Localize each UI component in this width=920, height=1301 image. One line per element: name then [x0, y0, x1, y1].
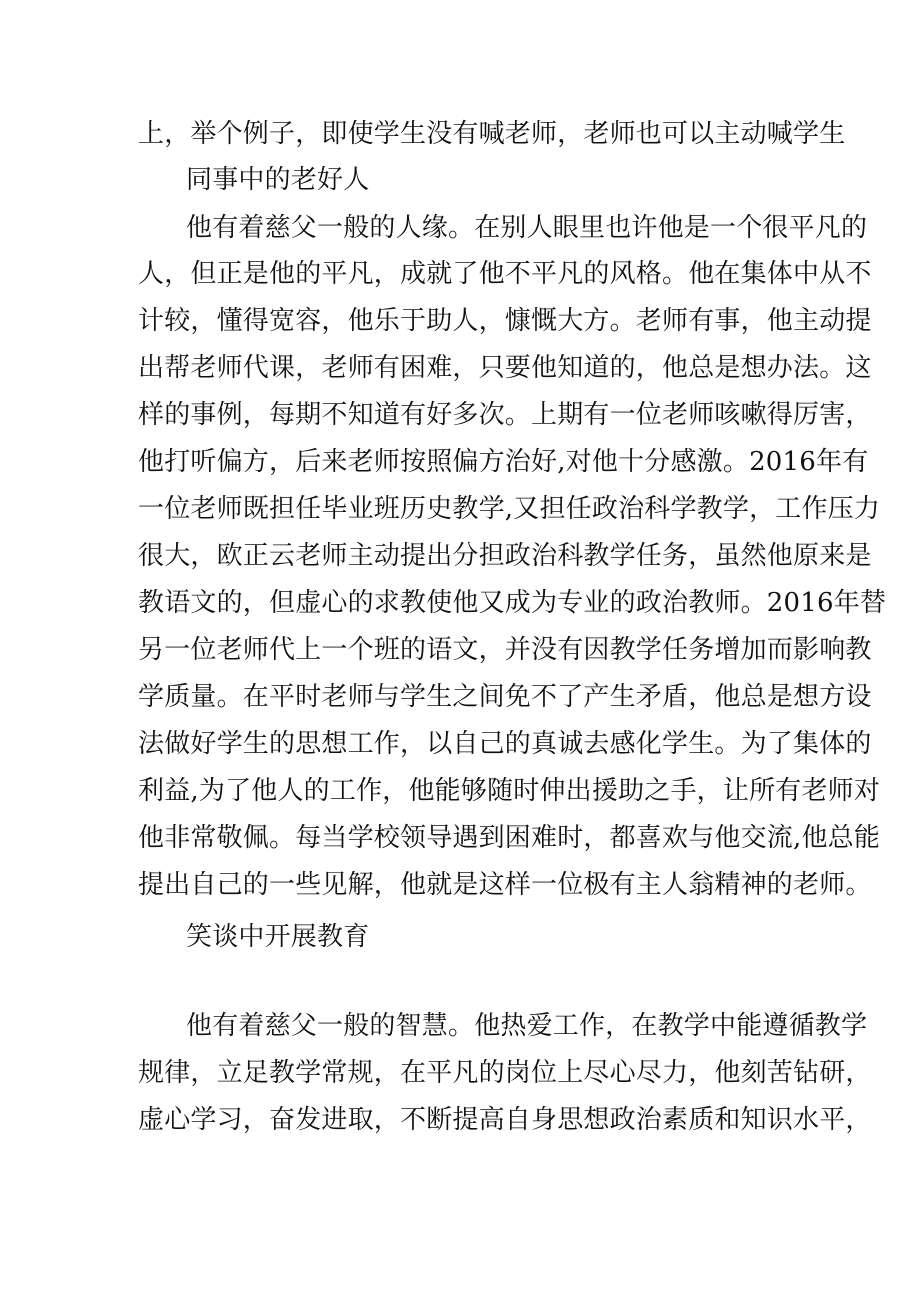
paragraph-line: 教语文的，但虚心的求教使他又成为专业的政治教师。2016年替 [138, 588, 887, 618]
paragraph-line: 他有着慈父一般的智慧。他热爱工作，在教学中能遵循教学 [186, 1011, 868, 1041]
paragraph-continuation-line: 上，举个例子，即使学生没有喊老师，老师也可以主动喊学生 [138, 119, 846, 149]
paragraph-line: 他非常敬佩。每当学校领导遇到困难时，都喜欢与他交流,他总能 [138, 823, 881, 853]
paragraph-line: 提出自己的一些见解，他就是这样一位极有主人翁精神的老师。 [138, 870, 872, 900]
paragraph-line: 样的事例，每期不知道有好多次。上期有一位老师咳嗽得厉害， [138, 400, 872, 430]
paragraph-line: 一位老师既担任毕业班历史教学,又担任政治科学教学，工作压力 [138, 494, 881, 524]
paragraph-line: 规律，立足教学常规，在平凡的岗位上尽心尽力，他刻苦钻研， [138, 1058, 872, 1088]
paragraph-line: 虚心学习，奋发进取，不断提高自身思想政治素质和知识水平， [138, 1105, 872, 1135]
paragraph-line: 他有着慈父一般的人缘。在别人眼里也许他是一个很平凡的 [186, 213, 868, 243]
paragraph-line: 出帮老师代课，老师有困难，只要他知道的，他总是想办法。这 [138, 353, 872, 383]
section-heading-colleague: 同事中的老好人 [186, 165, 370, 195]
section-heading-education: 笑谈中开展教育 [186, 922, 370, 952]
paragraph-line: 计较，懂得宽容，他乐于助人，慷慨大方。老师有事，他主动提 [138, 306, 872, 336]
paragraph-line: 利益,为了他人的工作，他能够随时伸出援助之手，让所有老师对 [138, 776, 881, 806]
paragraph-line: 他打听偏方，后来老师按照偏方治好,对他十分感激。2016年有 [138, 447, 869, 477]
paragraph-line: 很大，欧正云老师主动提出分担政治科教学任务，虽然他原来是 [138, 541, 872, 571]
paragraph-line: 学质量。在平时老师与学生之间免不了产生矛盾，他总是想方设 [138, 682, 872, 712]
paragraph-line: 法做好学生的思想工作，以自己的真诚去感化学生。为了集体的 [138, 729, 872, 759]
paragraph-line: 人，但正是他的平凡，成就了他不平凡的风格。他在集体中从不 [138, 259, 872, 289]
paragraph-line: 另一位老师代上一个班的语文，并没有因教学任务增加而影响教 [138, 635, 872, 665]
